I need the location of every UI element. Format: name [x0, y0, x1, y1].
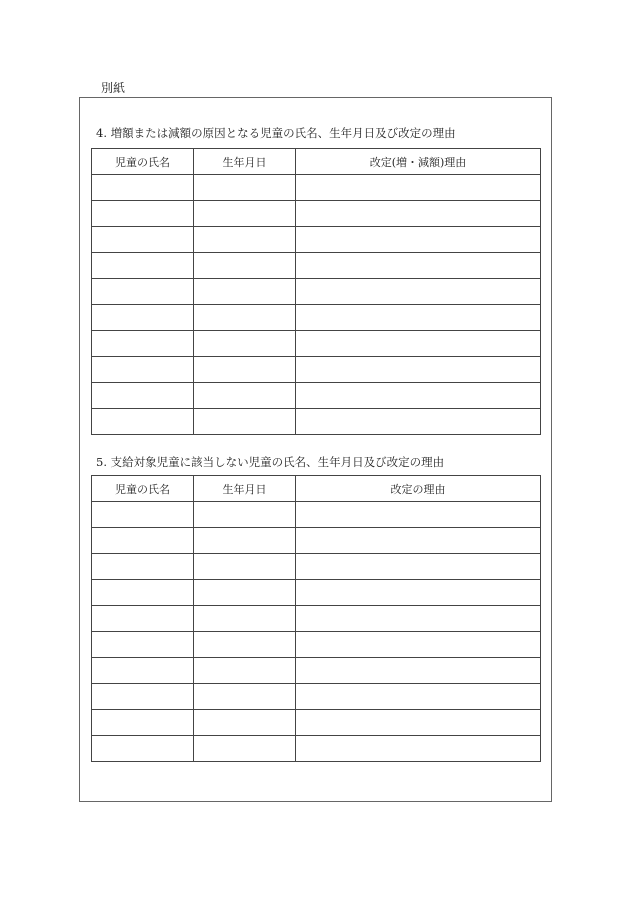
- birthdate-cell[interactable]: [194, 279, 296, 305]
- column-header-child-name: 児童の氏名: [92, 149, 194, 175]
- birthdate-cell[interactable]: [194, 409, 296, 435]
- child-name-cell[interactable]: [92, 357, 194, 383]
- section-4-title: 4. 増額または減額の原因となる児童の氏名、生年月日及び改定の理由: [96, 126, 456, 140]
- birthdate-cell[interactable]: [194, 528, 296, 554]
- birthdate-cell[interactable]: [194, 253, 296, 279]
- table-row: [92, 331, 541, 357]
- child-name-cell[interactable]: [92, 383, 194, 409]
- child-name-cell[interactable]: [92, 227, 194, 253]
- reason-cell[interactable]: [296, 606, 541, 632]
- column-header-birthdate: 生年月日: [194, 476, 296, 502]
- table-row: [92, 305, 541, 331]
- child-name-cell[interactable]: [92, 580, 194, 606]
- reason-cell[interactable]: [296, 227, 541, 253]
- child-name-cell[interactable]: [92, 684, 194, 710]
- section-4-table: [91, 148, 541, 435]
- child-name-cell[interactable]: [92, 253, 194, 279]
- reason-cell[interactable]: [296, 580, 541, 606]
- reason-cell[interactable]: [296, 305, 541, 331]
- table-row: [92, 357, 541, 383]
- column-header-birthdate: 生年月日: [194, 149, 296, 175]
- table-row: [92, 253, 541, 279]
- child-name-cell[interactable]: [92, 710, 194, 736]
- birthdate-cell[interactable]: [194, 502, 296, 528]
- section-5-table: [91, 475, 541, 762]
- reason-cell[interactable]: [296, 383, 541, 409]
- table-row: [92, 554, 541, 580]
- child-name-cell[interactable]: [92, 279, 194, 305]
- birthdate-cell[interactable]: [194, 357, 296, 383]
- table-row: [92, 409, 541, 435]
- reason-cell[interactable]: [296, 554, 541, 580]
- child-name-cell[interactable]: [92, 502, 194, 528]
- attachment-label: 別紙: [101, 81, 126, 95]
- reason-cell[interactable]: [296, 357, 541, 383]
- birthdate-cell[interactable]: [194, 305, 296, 331]
- section-5-rows: [92, 502, 541, 762]
- child-name-cell[interactable]: [92, 528, 194, 554]
- reason-cell[interactable]: [296, 684, 541, 710]
- child-name-cell[interactable]: [92, 305, 194, 331]
- reason-cell[interactable]: [296, 710, 541, 736]
- table-row: [92, 528, 541, 554]
- section-4-rows: [92, 175, 541, 435]
- child-name-cell[interactable]: [92, 632, 194, 658]
- child-name-cell[interactable]: [92, 658, 194, 684]
- birthdate-cell[interactable]: [194, 175, 296, 201]
- child-name-cell[interactable]: [92, 736, 194, 762]
- birthdate-cell[interactable]: [194, 736, 296, 762]
- column-header-child-name: 児童の氏名: [92, 476, 194, 502]
- birthdate-cell[interactable]: [194, 580, 296, 606]
- birthdate-cell[interactable]: [194, 606, 296, 632]
- table-row: [92, 227, 541, 253]
- birthdate-cell[interactable]: [194, 658, 296, 684]
- table-header-row: [92, 149, 541, 175]
- birthdate-cell[interactable]: [194, 227, 296, 253]
- table-row: [92, 383, 541, 409]
- child-name-cell[interactable]: [92, 331, 194, 357]
- birthdate-cell[interactable]: [194, 710, 296, 736]
- table-row: [92, 580, 541, 606]
- reason-cell[interactable]: [296, 279, 541, 305]
- table-row: [92, 175, 541, 201]
- child-name-cell[interactable]: [92, 606, 194, 632]
- section-5-title: 5. 支給対象児童に該当しない児童の氏名、生年月日及び改定の理由: [96, 455, 445, 469]
- reason-cell[interactable]: [296, 502, 541, 528]
- reason-cell[interactable]: [296, 736, 541, 762]
- table-row: [92, 201, 541, 227]
- child-name-cell[interactable]: [92, 554, 194, 580]
- table-row: [92, 684, 541, 710]
- table-header-row: [92, 476, 541, 502]
- reason-cell[interactable]: [296, 175, 541, 201]
- reason-cell[interactable]: [296, 658, 541, 684]
- birthdate-cell[interactable]: [194, 201, 296, 227]
- child-name-cell[interactable]: [92, 201, 194, 227]
- reason-cell[interactable]: [296, 253, 541, 279]
- child-name-cell[interactable]: [92, 409, 194, 435]
- birthdate-cell[interactable]: [194, 632, 296, 658]
- column-header-revision-reason: 改定の理由: [296, 476, 541, 502]
- reason-cell[interactable]: [296, 528, 541, 554]
- table-row: [92, 606, 541, 632]
- reason-cell[interactable]: [296, 201, 541, 227]
- table-row: [92, 632, 541, 658]
- table-row: [92, 710, 541, 736]
- birthdate-cell[interactable]: [194, 684, 296, 710]
- birthdate-cell[interactable]: [194, 554, 296, 580]
- reason-cell[interactable]: [296, 632, 541, 658]
- reason-cell[interactable]: [296, 409, 541, 435]
- table-row: [92, 736, 541, 762]
- table-row: [92, 658, 541, 684]
- birthdate-cell[interactable]: [194, 331, 296, 357]
- reason-cell[interactable]: [296, 331, 541, 357]
- table-row: [92, 502, 541, 528]
- birthdate-cell[interactable]: [194, 383, 296, 409]
- table-row: [92, 279, 541, 305]
- column-header-revision-reason: 改定(増・減額)理由: [296, 149, 541, 175]
- child-name-cell[interactable]: [92, 175, 194, 201]
